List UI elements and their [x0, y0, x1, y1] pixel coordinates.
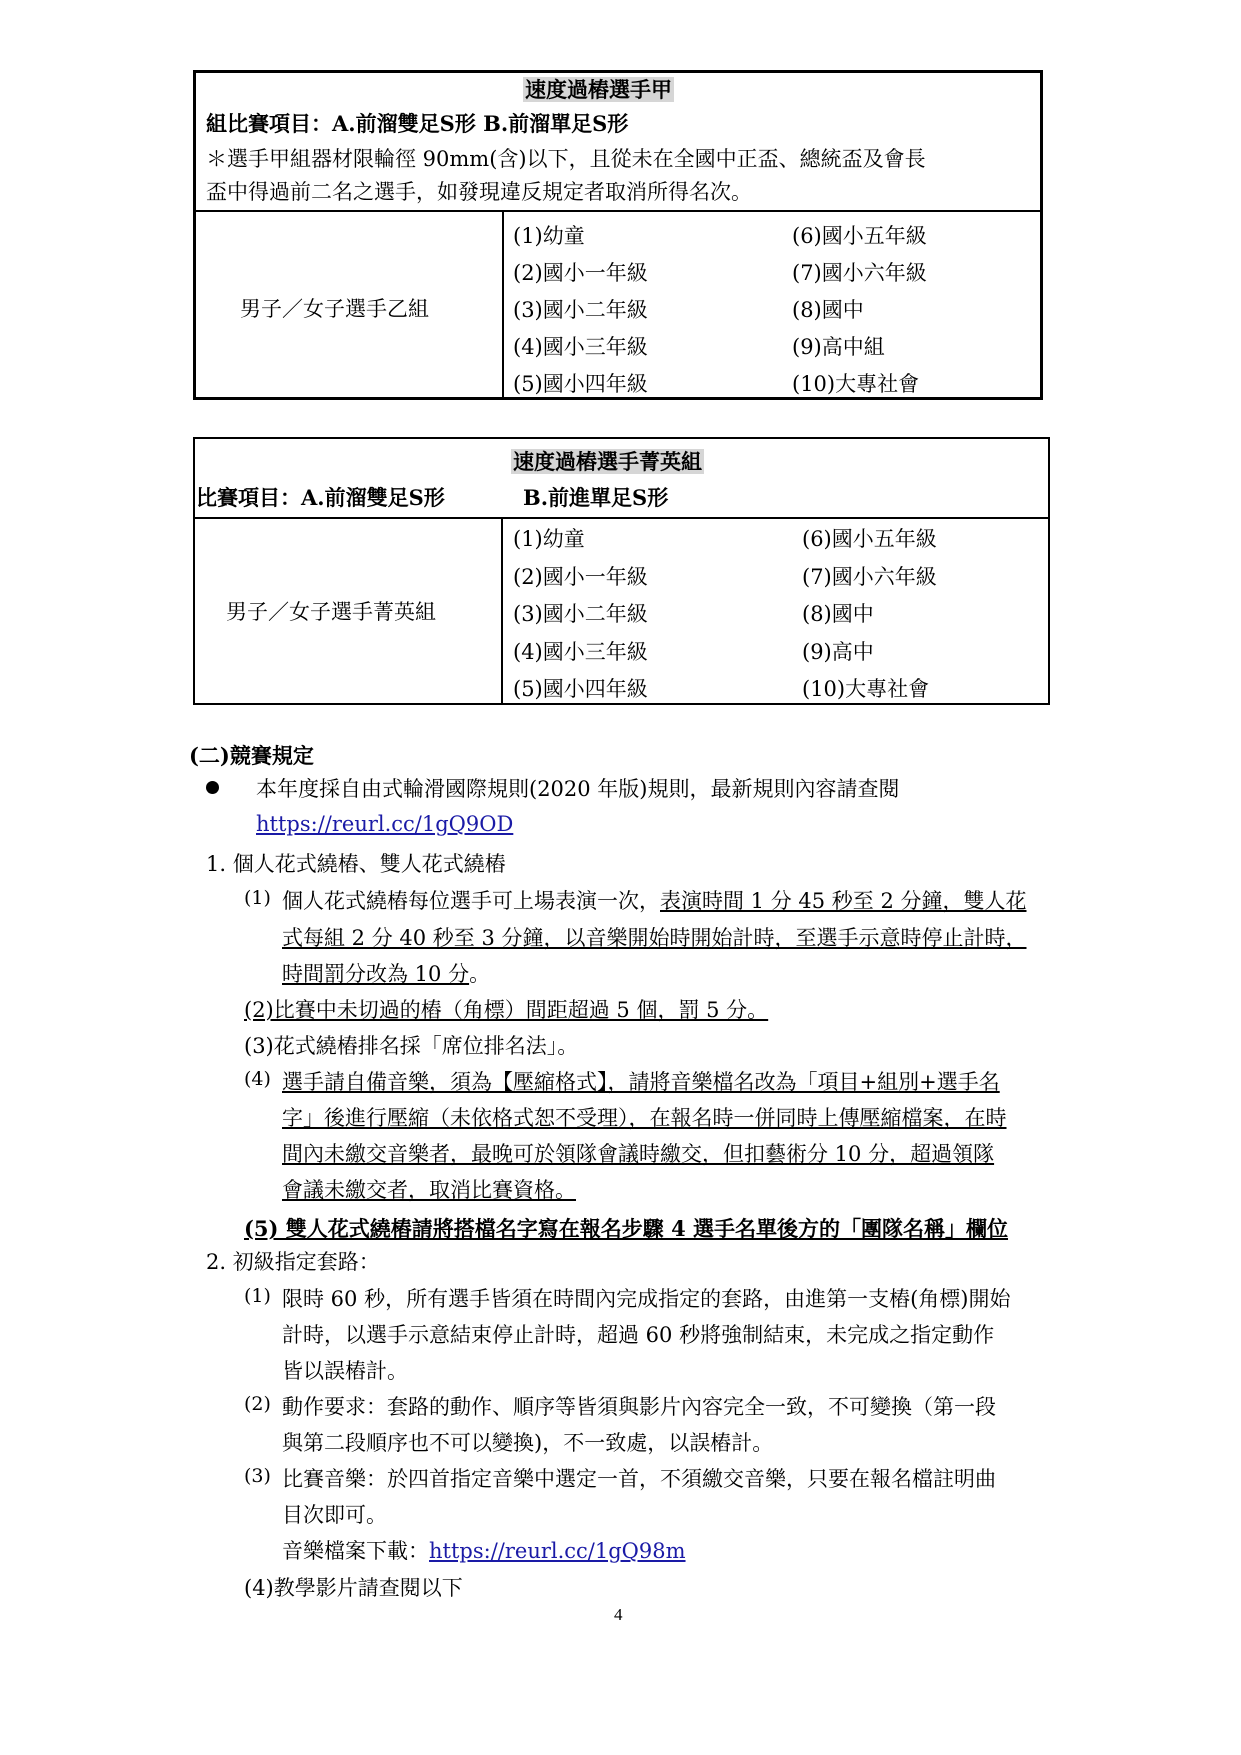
- item2-4: (4)教學影片請查閱以下: [244, 1576, 463, 1600]
- bullet-text: 本年度採自由式輪滑國際規則(2020 年版)規則，最新規則內容請查閱: [256, 777, 900, 801]
- item2-3-num: (3): [244, 1465, 271, 1487]
- list-item: (5)國小四年級: [513, 677, 648, 701]
- table1-title: [523, 74, 674, 104]
- table2-events: 比賽項目：A.前溜雙足S形: [196, 485, 445, 510]
- table1-left-col: [513, 218, 648, 403]
- list-item: (3)國小二年級: [513, 298, 648, 322]
- table2-group: 男子／女子選手菁英組: [226, 600, 436, 624]
- list-item: (10)大專社會: [792, 372, 920, 396]
- table1-subtitle: 組比賽項目：A.前溜雙足S形 B.前溜單足S形: [206, 111, 629, 136]
- item1-1-line3: [282, 958, 490, 988]
- list-item: (10)大專社會: [802, 677, 930, 701]
- table1-group: 男子／女子選手乙組: [240, 297, 429, 321]
- list-item: (7)國小六年級: [802, 564, 937, 589]
- list-item: (9)高中組: [792, 335, 885, 359]
- music-download-link[interactable]: https://reurl.cc/1gQ98m: [429, 1539, 686, 1563]
- item2-1-line3: 皆以誤樁計。: [282, 1359, 408, 1383]
- table2-events-b: B.前進單足S形: [523, 485, 669, 510]
- item2-3-line1: 比賽音樂：於四首指定音樂中選定一首，不須繳交音樂，只要在報名檔註明曲: [282, 1467, 996, 1491]
- item1-4-line2: 字」後進行壓縮（未依格式恕不受理），在報名時一併同時上傳壓縮檔案，在時: [282, 1106, 1007, 1130]
- item1-3: (3)花式繞樁排名採「席位排名法」。: [244, 1034, 579, 1058]
- item1-5: (5) 雙人花式繞樁請將搭檔名字寫在報名步驟 4 選手名單後方的「團隊名稱」欄位: [244, 1216, 1009, 1241]
- table1-title-text: 速度過樁選手甲: [525, 77, 672, 102]
- list-item: (1)幼童: [513, 527, 585, 551]
- list-item: (4)國小三年級: [513, 639, 648, 664]
- column-divider: [502, 210, 504, 397]
- list-item: (6)國小五年級: [792, 224, 927, 248]
- column-divider: [501, 517, 503, 703]
- item2-2-line1: 動作要求：套路的動作、順序等皆須與影片內容完全一致，不可變換（第一段: [282, 1395, 996, 1419]
- item1-4-line3: 間內未繳交音樂者，最晚可於領隊會議時繳交，但扣藝術分 10 分，超過領隊: [282, 1142, 995, 1166]
- item1-1-line1: [282, 885, 1027, 915]
- item1-4-line1: 選手請自備音樂，須為【壓縮格式】，請將音樂檔名改為「項目+組別+選手名: [282, 1070, 1000, 1094]
- bullet-dot-icon: [206, 781, 219, 794]
- item1-1-e: 。: [469, 962, 491, 986]
- rules-link-text[interactable]: https://reurl.cc/1gQ9OD: [256, 812, 514, 836]
- item2-1-num: (1): [244, 1285, 271, 1307]
- item1-2: (2)比賽中未切過的樁（角標）間距超過 5 個，罰 5 分。: [244, 998, 769, 1022]
- list-item: (4)國小三年級: [513, 335, 648, 359]
- list-item: (7)國小六年級: [792, 261, 927, 285]
- item1-1-a: 個人花式繞樁每位選手可上場表演一次，: [282, 889, 660, 913]
- item1-1-b: 表演時間 1 分 45 秒至 2 分鐘，雙人花: [660, 889, 1027, 913]
- rules-link[interactable]: [256, 812, 513, 836]
- item1-1-num: (1): [244, 887, 271, 909]
- page-number: 4: [614, 1605, 623, 1624]
- list-item: (9)高中: [802, 639, 874, 664]
- table1-right-col: [792, 218, 927, 403]
- list-item: (8)國中: [792, 298, 864, 322]
- list-item: (8)國中: [802, 602, 874, 626]
- item2-title: 2. 初級指定套路：: [206, 1250, 380, 1274]
- list-item: (6)國小五年級: [802, 527, 937, 551]
- list-item: (3)國小二年級: [513, 602, 648, 626]
- list-item: (5)國小四年級: [513, 372, 648, 396]
- list-item: (2)國小一年級: [513, 261, 648, 285]
- table1-note-line1: ＊選手甲組器材限輪徑 90mm(含)以下，且從未在全國中正盃、總統盃及會長: [206, 147, 926, 171]
- section-heading: (二)競賽規定: [189, 743, 314, 768]
- table2-left-col: [513, 521, 648, 709]
- item2-3-line2: 目次即可。: [282, 1503, 387, 1527]
- item1-4-num: (4): [244, 1068, 271, 1090]
- table2-right-col: [802, 521, 937, 709]
- item2-2-num: (2): [244, 1393, 271, 1415]
- music-download-label: 音樂檔案下載：: [282, 1539, 429, 1563]
- item1-1-d: 時間罰分改為 10 分: [282, 962, 470, 986]
- item2-1-line2: 計時，以選手示意結束停止計時，超過 60 秒將強制結束，未完成之指定動作: [282, 1323, 995, 1347]
- item1-title: 1. 個人花式繞樁、雙人花式繞樁: [206, 852, 506, 876]
- item2-2-line2: 與第二段順序也不可以變換)，不一致處，以誤樁計。: [282, 1431, 774, 1455]
- table2-title-text: 速度過樁選手菁英組: [513, 449, 702, 474]
- table2-title: [511, 446, 704, 476]
- item1-4-line4: 會議未繳交者，取消比賽資格。: [282, 1178, 576, 1202]
- list-item: (1)幼童: [513, 224, 585, 248]
- item1-1-line2: 式每組 2 分 40 秒至 3 分鐘，以音樂開始時開始計時，至選手示意時停止計時，: [282, 926, 1027, 950]
- table1-note-line2: 盃中得過前二名之選手，如發現違反規定者取消所得名次。: [206, 180, 752, 204]
- item2-3-line3: [282, 1535, 686, 1565]
- item2-1-line1: 限時 60 秒，所有選手皆須在時間內完成指定的套路，由進第一支樁(角標)開始: [282, 1287, 1011, 1311]
- list-item: (2)國小一年級: [513, 564, 648, 589]
